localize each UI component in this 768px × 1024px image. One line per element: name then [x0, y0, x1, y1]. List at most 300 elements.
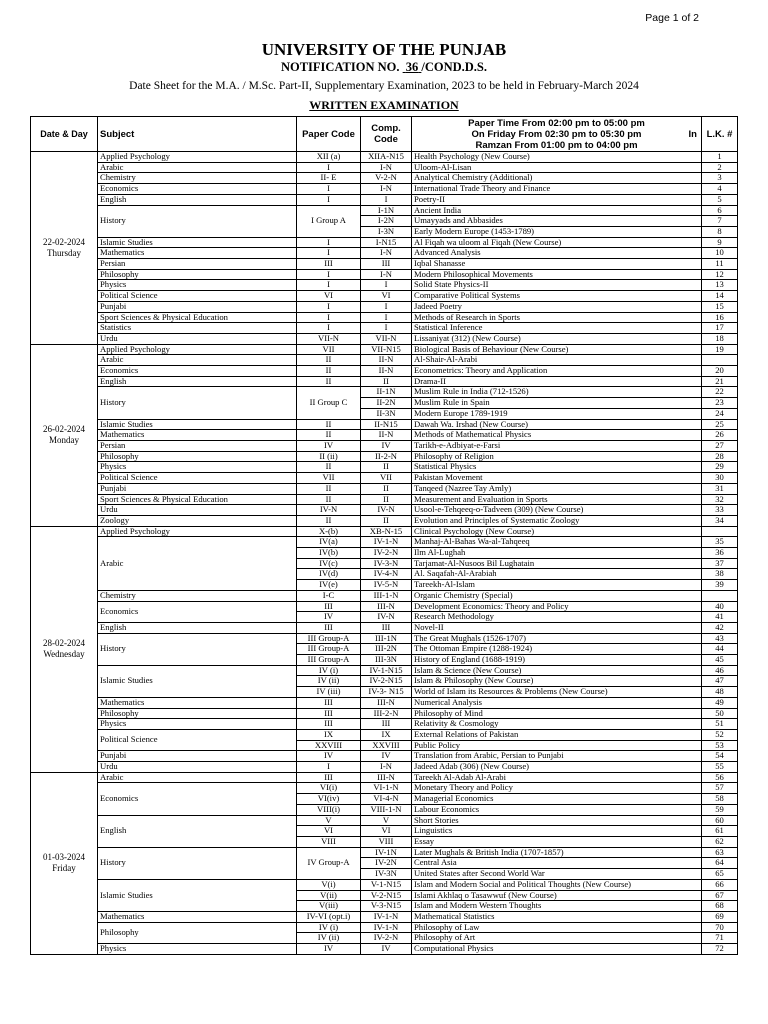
table-row: [31, 387, 738, 398]
comp-code-cell: II: [361, 376, 412, 387]
paper-code-cell: VII-N: [297, 333, 361, 344]
lk-number-cell: 34: [702, 515, 738, 526]
table-row: [31, 590, 738, 601]
comp-code-cell: VIII: [361, 837, 412, 848]
table-row: [31, 419, 738, 430]
subject-cell: Islamic Studies: [98, 879, 297, 911]
lk-number-cell: 19: [702, 344, 738, 355]
table-row: [31, 312, 738, 323]
lk-number-cell: 7: [702, 216, 738, 227]
table-row: [31, 430, 738, 441]
table-row: [31, 280, 738, 291]
table-row: [31, 333, 738, 344]
exam-day: Thursday: [47, 247, 81, 258]
paper-code-cell: III: [297, 708, 361, 719]
header-time-line2-in: In: [688, 128, 697, 140]
table-row: [31, 751, 738, 762]
comp-code-cell: IV-4-N: [361, 569, 412, 580]
table-row: [31, 944, 738, 955]
subject-cell: History: [98, 847, 297, 879]
subject-cell: Mathematics: [98, 248, 297, 259]
comp-code-cell: III-N: [361, 601, 412, 612]
paper-title-cell: Poetry-II: [412, 194, 702, 205]
lk-number-cell: 31: [702, 483, 738, 494]
lk-number-cell: 56: [702, 772, 738, 783]
lk-number-cell: [702, 590, 738, 601]
header-time-line3: Ramzan From 01:00 pm to 04:00 pm: [475, 139, 638, 151]
paper-title-cell: Computational Physics: [412, 944, 702, 955]
paper-title-cell: Solid State Physics-II: [412, 280, 702, 291]
table-row: [31, 633, 738, 644]
paper-code-cell: II (ii): [297, 451, 361, 462]
comp-code-cell: II: [361, 494, 412, 505]
lk-number-cell: 70: [702, 922, 738, 933]
paper-code-cell: IV-VI (opt.i): [297, 911, 361, 922]
paper-title-cell: Short Stories: [412, 815, 702, 826]
comp-code-cell: II-N15: [361, 419, 412, 430]
paper-title-cell: Labour Economics: [412, 804, 702, 815]
lk-number-cell: 33: [702, 505, 738, 516]
paper-title-cell: Central Asia: [412, 858, 702, 869]
comp-code-cell: IV-N: [361, 612, 412, 623]
paper-code-cell: I: [297, 162, 361, 173]
comp-code-cell: I: [361, 323, 412, 334]
table-row: [31, 440, 738, 451]
comp-code-cell: II-1N: [361, 387, 412, 398]
paper-title-cell: Biological Basis of Behaviour (New Course): [412, 344, 702, 355]
comp-code-cell: IV-3-N: [361, 558, 412, 569]
paper-title-cell: Advanced Analysis: [412, 248, 702, 259]
table-row: [31, 505, 738, 516]
lk-number-cell: 54: [702, 751, 738, 762]
paper-title-cell: Al Fiqah wa uloom al Fiqah (New Course): [412, 237, 702, 248]
subject-cell: Punjabi: [98, 751, 297, 762]
paper-code-cell: IV (ii): [297, 676, 361, 687]
paper-title-cell: Measurement and Evaluation in Sports: [412, 494, 702, 505]
comp-code-cell: IV-N: [361, 505, 412, 516]
exam-day: Wednesday: [43, 649, 85, 660]
paper-code-cell: IX: [297, 729, 361, 740]
paper-code-cell: IV (i): [297, 922, 361, 933]
subject-cell: Islamic Studies: [98, 665, 297, 697]
paper-title-cell: The Great Mughals (1526-1707): [412, 633, 702, 644]
paper-code-cell: IV(d): [297, 569, 361, 580]
comp-code-cell: I-N: [361, 269, 412, 280]
header-paper-code: Paper Code: [297, 117, 361, 152]
subject-cell: Chemistry: [98, 590, 297, 601]
table-row: [31, 451, 738, 462]
lk-number-cell: 37: [702, 558, 738, 569]
comp-code-cell: IV-2-N15: [361, 676, 412, 687]
paper-code-cell: VI(iv): [297, 794, 361, 805]
comp-code-cell: III: [361, 259, 412, 270]
paper-code-cell: III Group-A: [297, 633, 361, 644]
paper-code-cell: VI: [297, 291, 361, 302]
comp-code-cell: I-1N: [361, 205, 412, 216]
lk-number-cell: 28: [702, 451, 738, 462]
lk-number-cell: 53: [702, 740, 738, 751]
table-row: [31, 184, 738, 195]
comp-code-cell: IV-3- N15: [361, 687, 412, 698]
comp-code-cell: I-N: [361, 762, 412, 773]
table-row: [31, 291, 738, 302]
paper-title-cell: Analytical Chemistry (Additional): [412, 173, 702, 184]
lk-number-cell: 29: [702, 462, 738, 473]
lk-number-cell: 11: [702, 259, 738, 270]
comp-code-cell: VII-N: [361, 333, 412, 344]
comp-code-cell: II-N: [361, 430, 412, 441]
comp-code-cell: VI-4-N: [361, 794, 412, 805]
paper-code-cell: I: [297, 312, 361, 323]
comp-code-cell: IV-2-N: [361, 548, 412, 559]
paper-title-cell: Translation from Arabic, Persian to Punjabi: [412, 751, 702, 762]
paper-title-cell: Islami Akhlaq o Tasawwuf (New Course): [412, 890, 702, 901]
paper-code-cell: I: [297, 248, 361, 259]
paper-title-cell: Tanqeed (Nazree Tay Amly): [412, 483, 702, 494]
paper-code-cell: II- E: [297, 173, 361, 184]
paper-code-cell: IV (i): [297, 665, 361, 676]
date-day-cell: [31, 772, 98, 954]
paper-code-cell: V: [297, 815, 361, 826]
paper-title-cell: Essay: [412, 837, 702, 848]
paper-title-cell: Philosophy of Art: [412, 933, 702, 944]
lk-number-cell: 18: [702, 333, 738, 344]
paper-title-cell: Research Methodology: [412, 612, 702, 623]
notification-number-value: 36: [405, 60, 419, 74]
lk-number-cell: 59: [702, 804, 738, 815]
lk-number-cell: 71: [702, 933, 738, 944]
paper-title-cell: Tarjamat-Al-Nusoos Bil Lughatain: [412, 558, 702, 569]
subject-cell: Philosophy: [98, 708, 297, 719]
paper-title-cell: Linguistics: [412, 826, 702, 837]
comp-code-cell: IV-1-N15: [361, 665, 412, 676]
comp-code-cell: I: [361, 301, 412, 312]
exam-day: Monday: [49, 435, 79, 446]
paper-title-cell: Managerial Economics: [412, 794, 702, 805]
paper-code-cell: VI(i): [297, 783, 361, 794]
paper-code-cell: I Group A: [297, 205, 361, 237]
paper-code-cell: II Group C: [297, 387, 361, 419]
table-row: [31, 259, 738, 270]
lk-number-cell: 43: [702, 633, 738, 644]
table-row: [31, 366, 738, 377]
paper-title-cell: Development Economics: Theory and Policy: [412, 601, 702, 612]
subject-cell: Zoology: [98, 515, 297, 526]
paper-code-cell: II: [297, 483, 361, 494]
table-row: [31, 697, 738, 708]
subject-cell: Political Science: [98, 291, 297, 302]
comp-code-cell: I: [361, 312, 412, 323]
paper-title-cell: Drama-II: [412, 376, 702, 387]
subject-cell: Physics: [98, 280, 297, 291]
paper-code-cell: II: [297, 430, 361, 441]
paper-code-cell: IV (ii): [297, 933, 361, 944]
paper-title-cell: Methods of Mathematical Physics: [412, 430, 702, 441]
subject-cell: Punjabi: [98, 301, 297, 312]
subject-cell: Applied Psychology: [98, 152, 297, 163]
paper-title-cell: Muslim Rule in Spain: [412, 398, 702, 409]
paper-title-cell: Islam and Modern Social and Political Thoughts (New Course): [412, 879, 702, 890]
paper-title-cell: Clinical Psychology (New Course): [412, 526, 702, 537]
paper-title-cell: Philosophy of Mind: [412, 708, 702, 719]
lk-number-cell: 32: [702, 494, 738, 505]
subject-cell: Political Science: [98, 729, 297, 750]
date-day-cell: [31, 152, 98, 345]
subject-cell: Punjabi: [98, 483, 297, 494]
paper-title-cell: Umayyads and Abbasides: [412, 216, 702, 227]
subject-cell: Mathematics: [98, 911, 297, 922]
paper-code-cell: VIII(i): [297, 804, 361, 815]
comp-code-cell: IV-1-N: [361, 537, 412, 548]
paper-title-cell: Comparative Political Systems: [412, 291, 702, 302]
paper-title-cell: Ilm Al-Lughah: [412, 548, 702, 559]
paper-code-cell: I: [297, 280, 361, 291]
comp-code-cell: II-3N: [361, 408, 412, 419]
lk-number-cell: 1: [702, 152, 738, 163]
subject-cell: Philosophy: [98, 451, 297, 462]
paper-title-cell: Lissaniyat (312) (New Course): [412, 333, 702, 344]
lk-number-cell: 69: [702, 911, 738, 922]
date-sheet-subtitle: Date Sheet for the M.A. / M.Sc. Part-II, Supplementary Examination, 2023 to be held in February-March 2024: [129, 80, 639, 92]
lk-number-cell: 44: [702, 644, 738, 655]
comp-code-cell: II: [361, 483, 412, 494]
paper-code-cell: III: [297, 622, 361, 633]
subject-cell: Physics: [98, 719, 297, 730]
paper-code-cell: IV: [297, 751, 361, 762]
comp-code-cell: II-N: [361, 366, 412, 377]
paper-title-cell: Novel-II: [412, 622, 702, 633]
lk-number-cell: [702, 355, 738, 366]
paper-code-cell: I: [297, 184, 361, 195]
paper-code-cell: IV (iii): [297, 687, 361, 698]
lk-number-cell: 15: [702, 301, 738, 312]
paper-title-cell: Philosophy of Law: [412, 922, 702, 933]
comp-code-cell: IX: [361, 729, 412, 740]
comp-code-cell: I-2N: [361, 216, 412, 227]
paper-title-cell: Philosophy of Religion: [412, 451, 702, 462]
paper-code-cell: III: [297, 772, 361, 783]
subject-cell: Mathematics: [98, 697, 297, 708]
paper-title-cell: Manhaj-Al-Bahas Wa-al-Tahqeeq: [412, 537, 702, 548]
table-row: [31, 772, 738, 783]
paper-title-cell: Monetary Theory and Policy: [412, 783, 702, 794]
paper-title-cell: Later Mughals & British India (1707-1857): [412, 847, 702, 858]
table-row: [31, 473, 738, 484]
comp-code-cell: III-2N: [361, 644, 412, 655]
exam-date: 28-02-2024: [43, 638, 85, 649]
comp-code-cell: V-1-N15: [361, 879, 412, 890]
table-row: [31, 355, 738, 366]
comp-code-cell: V-3-N15: [361, 901, 412, 912]
paper-code-cell: IV: [297, 944, 361, 955]
paper-code-cell: I: [297, 194, 361, 205]
subject-cell: Statistics: [98, 323, 297, 334]
comp-code-cell: VI: [361, 291, 412, 302]
subject-cell: English: [98, 194, 297, 205]
table-row: [31, 162, 738, 173]
table-row: [31, 729, 738, 740]
subject-cell: Urdu: [98, 333, 297, 344]
paper-title-cell: Statistical Inference: [412, 323, 702, 334]
paper-code-cell: V(iii): [297, 901, 361, 912]
paper-title-cell: Uloom-Al-Lisan: [412, 162, 702, 173]
lk-number-cell: 3: [702, 173, 738, 184]
lk-number-cell: 13: [702, 280, 738, 291]
header-date-day: Date & Day: [31, 117, 98, 152]
university-title: UNIVERSITY OF THE PUNJAB: [261, 40, 507, 59]
table-row: [31, 462, 738, 473]
paper-code-cell: I: [297, 269, 361, 280]
paper-title-cell: Jadeed Adab (306) (New Course): [412, 762, 702, 773]
subject-cell: Arabic: [98, 537, 297, 591]
paper-code-cell: IV Group-A: [297, 847, 361, 879]
lk-number-cell: 27: [702, 440, 738, 451]
lk-number-cell: 10: [702, 248, 738, 259]
lk-number-cell: 51: [702, 719, 738, 730]
subject-cell: Persian: [98, 440, 297, 451]
lk-number-cell: 21: [702, 376, 738, 387]
comp-code-cell: XIIA-N15: [361, 152, 412, 163]
table-row: [31, 879, 738, 890]
lk-number-cell: 36: [702, 548, 738, 559]
subject-cell: Philosophy: [98, 269, 297, 280]
paper-title-cell: External Relations of Pakistan: [412, 729, 702, 740]
subject-cell: Applied Psychology: [98, 344, 297, 355]
table-row: [31, 194, 738, 205]
paper-title-cell: Modern Europe 1789-1919: [412, 408, 702, 419]
lk-number-cell: 8: [702, 226, 738, 237]
paper-code-cell: II: [297, 355, 361, 366]
paper-title-cell: Early Modern Europe (1453-1789): [412, 226, 702, 237]
subject-cell: Islamic Studies: [98, 237, 297, 248]
paper-code-cell: I-C: [297, 590, 361, 601]
paper-title-cell: Muslim Rule in India (712-1526): [412, 387, 702, 398]
exam-date: 01-03-2024: [43, 852, 85, 863]
paper-title-cell: Ancient India: [412, 205, 702, 216]
header-lk-number: L.K. #: [702, 117, 738, 152]
paper-code-cell: XXVIII: [297, 740, 361, 751]
exam-date: 26-02-2024: [43, 424, 85, 435]
lk-number-cell: 2: [702, 162, 738, 173]
comp-code-cell: III-N: [361, 772, 412, 783]
lk-number-cell: 20: [702, 366, 738, 377]
paper-title-cell: Tareekh Al-Adab Al-Arabi: [412, 772, 702, 783]
table-row: [31, 515, 738, 526]
comp-code-cell: IV-2-N: [361, 933, 412, 944]
lk-number-cell: 25: [702, 419, 738, 430]
lk-number-cell: 52: [702, 729, 738, 740]
paper-title-cell: Iqbal Shanasse: [412, 259, 702, 270]
table-row: [31, 494, 738, 505]
section-title: WRITTEN EXAMINATION: [309, 98, 459, 112]
subject-cell: Political Science: [98, 473, 297, 484]
subject-cell: Physics: [98, 462, 297, 473]
header-comp-code: Comp. Code: [361, 117, 412, 152]
paper-code-cell: III: [297, 259, 361, 270]
subject-cell: Economics: [98, 184, 297, 195]
table-row: [31, 922, 738, 933]
lk-number-cell: 62: [702, 837, 738, 848]
lk-number-cell: 6: [702, 205, 738, 216]
lk-number-cell: 26: [702, 430, 738, 441]
comp-code-cell: XXVIII: [361, 740, 412, 751]
table-row: [31, 526, 738, 537]
comp-code-cell: V: [361, 815, 412, 826]
lk-number-cell: 55: [702, 762, 738, 773]
subject-cell: Sport Sciences & Physical Education: [98, 312, 297, 323]
table-row: [31, 622, 738, 633]
paper-title-cell: Islam & Philosophy (New Course): [412, 676, 702, 687]
date-day-cell: [31, 526, 98, 772]
comp-code-cell: II: [361, 462, 412, 473]
lk-number-cell: 39: [702, 580, 738, 591]
table-row: [31, 376, 738, 387]
paper-code-cell: XII (a): [297, 152, 361, 163]
lk-number-cell: 67: [702, 890, 738, 901]
date-day-cell: [31, 344, 98, 526]
table-row: [31, 665, 738, 676]
subject-cell: History: [98, 387, 297, 419]
lk-number-cell: 46: [702, 665, 738, 676]
paper-code-cell: V(ii): [297, 890, 361, 901]
paper-title-cell: Tarikh-e-Adbiyat-e-Farsi: [412, 440, 702, 451]
comp-code-cell: II-2N: [361, 398, 412, 409]
notification-line: [0, 60, 768, 75]
comp-code-cell: III: [361, 719, 412, 730]
paper-code-cell: III: [297, 719, 361, 730]
comp-code-cell: I-N: [361, 162, 412, 173]
lk-number-cell: 48: [702, 687, 738, 698]
subject-cell: Economics: [98, 366, 297, 377]
lk-number-cell: 47: [702, 676, 738, 687]
exam-date: 22-02-2024: [43, 236, 85, 247]
subject-cell: Arabic: [98, 162, 297, 173]
table-row: [31, 537, 738, 548]
paper-code-cell: IV(c): [297, 558, 361, 569]
lk-number-cell: 72: [702, 944, 738, 955]
table-row: [31, 911, 738, 922]
comp-code-cell: II-N: [361, 355, 412, 366]
comp-code-cell: VI: [361, 826, 412, 837]
subject-cell: English: [98, 815, 297, 847]
lk-number-cell: 40: [702, 601, 738, 612]
subject-cell: Arabic: [98, 772, 297, 783]
comp-code-cell: III-1-N: [361, 590, 412, 601]
comp-code-cell: I-N: [361, 184, 412, 195]
comp-code-cell: I-N: [361, 248, 412, 259]
paper-title-cell: World of Islam its Resources & Problems (New Course): [412, 687, 702, 698]
comp-code-cell: VIII-1-N: [361, 804, 412, 815]
comp-code-cell: III-3N: [361, 655, 412, 666]
lk-number-cell: 61: [702, 826, 738, 837]
paper-code-cell: I: [297, 762, 361, 773]
lk-number-cell: 42: [702, 622, 738, 633]
lk-number-cell: 22: [702, 387, 738, 398]
paper-code-cell: II: [297, 462, 361, 473]
comp-code-cell: I-3N: [361, 226, 412, 237]
paper-code-cell: III Group-A: [297, 644, 361, 655]
comp-code-cell: II-2-N: [361, 451, 412, 462]
table-row: [31, 248, 738, 259]
paper-title-cell: History of England (1688-1919): [412, 655, 702, 666]
paper-title-cell: Health Psychology (New Course): [412, 152, 702, 163]
paper-title-cell: Relativity & Cosmology: [412, 719, 702, 730]
table-row: [31, 301, 738, 312]
subject-cell: Urdu: [98, 762, 297, 773]
subject-cell: Chemistry: [98, 173, 297, 184]
table-row: [31, 708, 738, 719]
paper-title-cell: Jadeed Poetry: [412, 301, 702, 312]
